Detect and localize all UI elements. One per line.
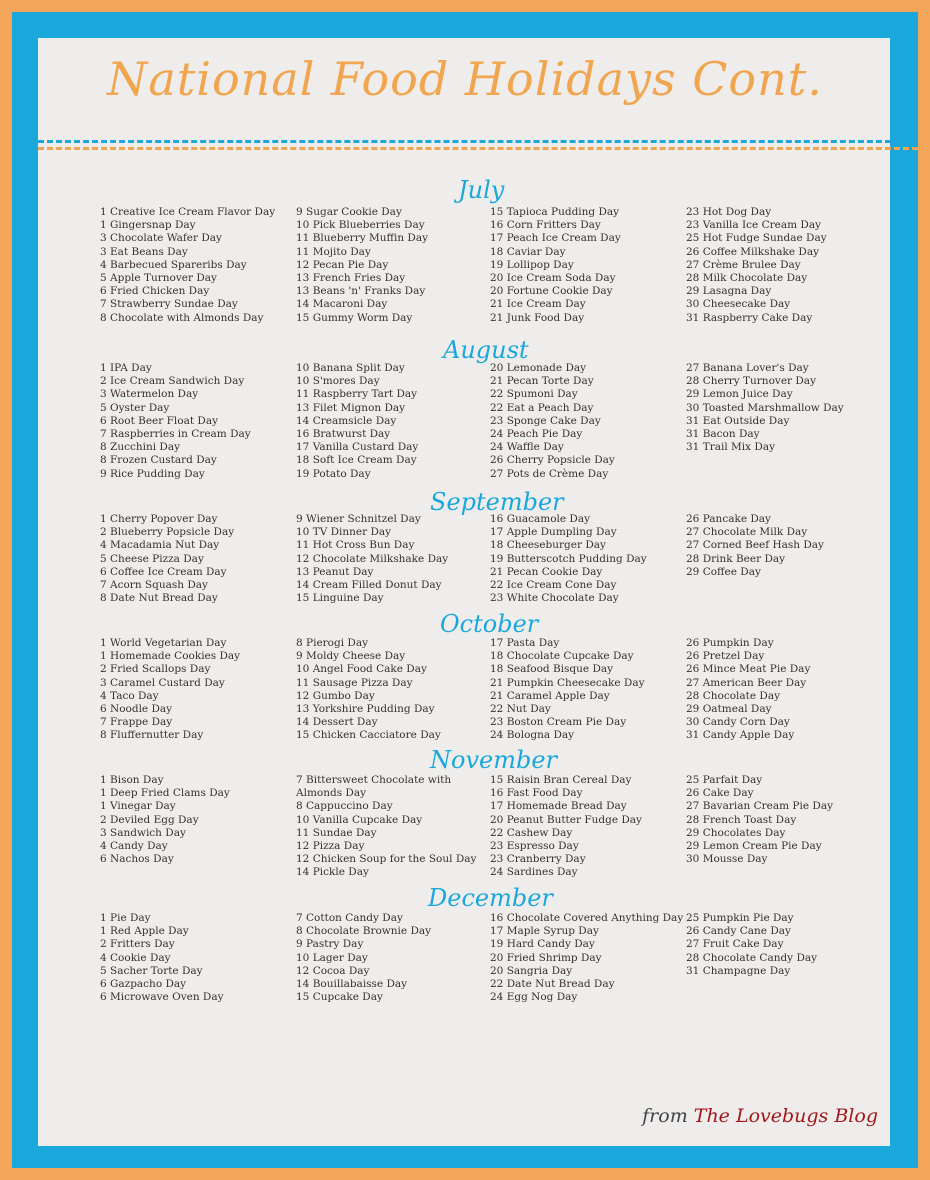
holiday-entry: 19 Lollipop Day [490, 258, 574, 271]
holiday-entry: 29 Lemon Juice Day [686, 388, 793, 401]
holiday-entry: 12 Chicken Soup for the Soul Day [296, 853, 477, 866]
holiday-entry: 6 Noodle Day [100, 703, 173, 716]
holiday-entry: 24 Bologna Day [490, 729, 575, 742]
holiday-entry: 1 Vinegar Day [100, 800, 176, 813]
holiday-entry: 2 Ice Cream Sandwich Day [100, 375, 245, 388]
holiday-entry: 1 Gingersnap Day [100, 219, 196, 232]
holiday-entry: 27 Pots de Crème Day [490, 467, 609, 480]
holiday-entry: 29 Lemon Cream Pie Day [686, 840, 822, 853]
holiday-entry: 6 Fried Chicken Day [100, 285, 210, 298]
holiday-entry: 4 Macadamia Nut Day [100, 539, 220, 552]
holiday-entry: 12 Chocolate Milkshake Day [296, 552, 449, 565]
holiday-entry: 1 World Vegetarian Day [100, 637, 227, 649]
holiday-entry: 26 Cherry Popsicle Day [490, 454, 615, 467]
holiday-entry: 14 Macaroni Day [296, 298, 388, 311]
month-heading-september: September [430, 488, 564, 516]
holiday-entry: 30 Cheesecake Day [686, 298, 791, 311]
holiday-entry: 2 Deviled Egg Day [100, 813, 199, 826]
holiday-entry: 6 Root Beer Float Day [100, 414, 219, 427]
holiday-entry: 18 Soft Ice Cream Day [296, 454, 417, 467]
holiday-entry: 22 Date Nut Bread Day [490, 978, 615, 991]
holiday-entry: 5 Cheese Pizza Day [100, 552, 204, 565]
holiday-entry: 24 Peach Pie Day [490, 428, 583, 441]
holiday-entry: 22 Eat a Peach Day [490, 401, 594, 414]
holiday-entry: 13 Yorkshire Pudding Day [296, 703, 435, 716]
holiday-entry: 9 Wiener Schnitzel Day [296, 513, 421, 525]
holiday-entry: 19 Potato Day [296, 467, 371, 480]
holiday-entry: 7 Raspberries in Cream Day [100, 428, 251, 441]
holiday-entry: 29 Lasagna Day [686, 285, 772, 298]
holiday-entry: 3 Caramel Custard Day [100, 676, 225, 689]
holiday-entry: 4 Cookie Day [100, 951, 171, 964]
holiday-entry: 14 Pickle Day [296, 866, 369, 879]
holiday-entry: 12 Pecan Pie Day [296, 258, 389, 271]
holiday-entry: 6 Coffee Ice Cream Day [100, 565, 227, 578]
holiday-entry: 29 Chocolates Day [686, 826, 786, 839]
december-column-2 [296, 912, 496, 1004]
october-column-1 [100, 637, 300, 743]
august-column-3 [490, 362, 690, 481]
holiday-entry: 16 Guacamole Day [490, 513, 591, 525]
holiday-entry: 28 Cherry Turnover Day [686, 375, 816, 388]
holiday-entry: 30 Candy Corn Day [686, 716, 790, 729]
december-column-1 [100, 912, 300, 1004]
credit-prefix: from [642, 1105, 688, 1127]
holiday-entry: 4 Candy Day [100, 840, 168, 853]
holiday-entry: 28 Drink Beer Day [686, 552, 786, 565]
holiday-entry: 23 White Chocolate Day [490, 592, 619, 605]
holiday-entry: 23 Boston Cream Pie Day [490, 716, 627, 729]
holiday-entry: 2 Fried Scallops Day [100, 663, 211, 676]
holiday-entry: 8 Pierogi Day [296, 637, 369, 649]
holiday-entry: 8 Cappuccino Day [296, 800, 393, 813]
holiday-entry: 12 Gumbo Day [296, 689, 375, 702]
october-column-3 [490, 637, 690, 743]
holiday-entry: 15 Linguine Day [296, 592, 384, 605]
holiday-entry: 23 Espresso Day [490, 840, 579, 853]
holiday-entry: 11 Raspberry Tart Day [296, 388, 418, 401]
holiday-entry: 31 Candy Apple Day [686, 729, 795, 742]
divider-orange-dashed [38, 147, 918, 150]
holiday-entry: 7 Bittersweet Chocolate with [296, 774, 452, 786]
holiday-entry: 19 Hard Candy Day [490, 938, 595, 951]
holiday-entry: 21 Pecan Cookie Day [490, 565, 603, 578]
holiday-entry: 30 Toasted Marshmallow Day [686, 401, 844, 414]
holiday-entry: 23 Vanilla Ice Cream Day [686, 219, 822, 232]
holiday-entry: 9 Moldy Cheese Day [296, 650, 406, 663]
holiday-entry: 21 Junk Food Day [490, 311, 585, 324]
holiday-entry: 1 Cherry Popover Day [100, 513, 218, 525]
holiday-entry: 27 Banana Lover's Day [686, 362, 809, 374]
holiday-entry: 12 Pizza Day [296, 840, 365, 853]
july-column-3 [490, 206, 690, 325]
holiday-entry: 26 Coffee Milkshake Day [686, 245, 820, 258]
holiday-entry: 7 Frappe Day [100, 716, 173, 729]
holiday-entry: 20 Peanut Butter Fudge Day [490, 813, 642, 826]
holiday-entry: 24 Egg Nog Day [490, 991, 578, 1004]
holiday-entry: 10 Angel Food Cake Day [296, 663, 427, 676]
holiday-entry: 21 Caramel Apple Day [490, 689, 610, 702]
holiday-entry: 27 Fruit Cake Day [686, 938, 784, 951]
holiday-entry: 28 Milk Chocolate Day [686, 272, 808, 285]
holiday-entry: 5 Apple Turnover Day [100, 272, 217, 285]
holiday-entry: 23 Hot Dog Day [686, 206, 772, 218]
holiday-entry: 22 Spumoni Day [490, 388, 578, 401]
holiday-entry: 17 Peach Ice Cream Day [490, 232, 621, 245]
september-column-3 [490, 513, 690, 605]
holiday-entry: 14 Cream Filled Donut Day [296, 579, 442, 592]
holiday-entry: Almonds Day [296, 787, 367, 800]
holiday-entry: 19 Butterscotch Pudding Day [490, 552, 647, 565]
september-column-2 [296, 513, 496, 605]
holiday-entry: 27 American Beer Day [686, 676, 807, 689]
credit-blog-name: The Lovebugs Blog [693, 1105, 878, 1127]
holiday-entry: 3 Watermelon Day [100, 388, 199, 401]
holiday-entry: 25 Parfait Day [686, 774, 763, 786]
holiday-entry: 18 Chocolate Cupcake Day [490, 650, 634, 663]
holiday-entry: 20 Fortune Cookie Day [490, 285, 613, 298]
holiday-entry: 15 Chicken Cacciatore Day [296, 729, 441, 742]
month-heading-december: December [428, 884, 553, 912]
holiday-entry: 26 Pumpkin Day [686, 637, 774, 649]
july-column-2 [296, 206, 496, 325]
holiday-entry: 21 Pumpkin Cheesecake Day [490, 676, 645, 689]
holiday-entry: 2 Fritters Day [100, 938, 175, 951]
holiday-entry: 1 Creative Ice Cream Flavor Day [100, 206, 276, 218]
holiday-entry: 18 Seafood Bisque Day [490, 663, 614, 676]
holiday-entry: 28 Chocolate Candy Day [686, 951, 818, 964]
month-heading-august: August [443, 336, 529, 364]
holiday-entry: 1 Homemade Cookies Day [100, 650, 241, 663]
holiday-entry: 7 Acorn Squash Day [100, 579, 208, 592]
july-column-1 [100, 206, 300, 325]
holiday-entry: 9 Pastry Day [296, 938, 364, 951]
holiday-entry: 18 Caviar Day [490, 245, 566, 258]
holiday-entry: 11 Hot Cross Bun Day [296, 539, 415, 552]
holiday-entry: 17 Homemade Bread Day [490, 800, 627, 813]
holiday-entry: 13 Peanut Day [296, 565, 374, 578]
holiday-entry: 7 Strawberry Sundae Day [100, 298, 238, 311]
holiday-entry: 1 IPA Day [100, 362, 152, 374]
august-column-4 [686, 362, 886, 454]
holiday-entry: 7 Cotton Candy Day [296, 912, 403, 924]
november-column-2 [296, 774, 496, 880]
holiday-entry: 24 Sardines Day [490, 866, 578, 879]
holiday-entry: 30 Mousse Day [686, 853, 768, 866]
holiday-entry: 5 Oyster Day [100, 401, 170, 414]
holiday-entry: 8 Frozen Custard Day [100, 454, 217, 467]
holiday-entry: 18 Cheeseburger Day [490, 539, 606, 552]
holiday-entry: 14 Creamsicle Day [296, 414, 397, 427]
holiday-entry: 11 Blueberry Muffin Day [296, 232, 429, 245]
holiday-entry: 31 Bacon Day [686, 428, 760, 441]
holiday-entry: 28 Chocolate Day [686, 689, 781, 702]
holiday-entry: 1 Pie Day [100, 912, 151, 924]
august-column-2 [296, 362, 496, 481]
november-column-1 [100, 774, 300, 866]
september-column-4 [686, 513, 886, 579]
holiday-entry: 27 Crème Brulee Day [686, 258, 801, 271]
holiday-entry: 27 Bavarian Cream Pie Day [686, 800, 834, 813]
holiday-entry: 21 Pecan Torte Day [490, 375, 594, 388]
divider-blue-dashed [38, 140, 918, 143]
december-column-4 [686, 912, 886, 978]
page-title: National Food Holidays Cont. [107, 52, 823, 106]
holiday-entry: 25 Pumpkin Pie Day [686, 912, 794, 924]
holiday-entry: 5 Sacher Torte Day [100, 964, 203, 977]
holiday-entry: 15 Raisin Bran Cereal Day [490, 774, 632, 786]
holiday-entry: 6 Gazpacho Day [100, 978, 187, 991]
holiday-entry: 22 Nut Day [490, 703, 551, 716]
holiday-entry: 20 Sangria Day [490, 964, 573, 977]
holiday-entry: 15 Gummy Worm Day [296, 311, 413, 324]
november-column-4 [686, 774, 886, 866]
august-column-1 [100, 362, 300, 481]
holiday-entry: 13 Beans 'n' Franks Day [296, 285, 426, 298]
holiday-entry: 15 Tapioca Pudding Day [490, 206, 620, 218]
holiday-entry: 9 Sugar Cookie Day [296, 206, 402, 218]
holiday-entry: 16 Corn Fritters Day [490, 219, 601, 232]
holiday-entry: 26 Pancake Day [686, 513, 771, 525]
holiday-entry: 23 Cranberry Day [490, 853, 586, 866]
holiday-entry: 11 Mojito Day [296, 245, 371, 258]
holiday-entry: 8 Fluffernutter Day [100, 729, 204, 742]
july-column-4 [686, 206, 886, 325]
october-column-2 [296, 637, 496, 743]
holiday-entry: 31 Trail Mix Day [686, 441, 776, 454]
october-column-4 [686, 637, 886, 743]
holiday-entry: 14 Dessert Day [296, 716, 378, 729]
holiday-entry: 8 Date Nut Bread Day [100, 592, 218, 605]
holiday-entry: 11 Sausage Pizza Day [296, 676, 413, 689]
holiday-entry: 31 Champagne Day [686, 964, 791, 977]
holiday-entry: 20 Lemonade Day [490, 362, 587, 374]
holiday-entry: 29 Oatmeal Day [686, 703, 772, 716]
holiday-entry: 16 Bratwurst Day [296, 428, 391, 441]
december-column-3 [490, 912, 690, 1004]
holiday-entry: 22 Cashew Day [490, 826, 573, 839]
holiday-entry: 3 Eat Beans Day [100, 245, 188, 258]
holiday-entry: 23 Sponge Cake Day [490, 414, 601, 427]
holiday-entry: 24 Waffle Day [490, 441, 564, 454]
holiday-entry: 26 Candy Cane Day [686, 925, 791, 938]
holiday-entry: 11 Sundae Day [296, 826, 377, 839]
holiday-entry: 10 Lager Day [296, 951, 368, 964]
holiday-entry: 28 French Toast Day [686, 813, 797, 826]
holiday-entry: 3 Chocolate Wafer Day [100, 232, 222, 245]
month-heading-november: November [430, 746, 558, 774]
holiday-entry: 21 Ice Cream Day [490, 298, 586, 311]
holiday-entry: 12 Cocoa Day [296, 964, 370, 977]
holiday-entry: 14 Bouillabaisse Day [296, 978, 408, 991]
holiday-entry: 15 Cupcake Day [296, 991, 383, 1004]
holiday-entry: 27 Corned Beef Hash Day [686, 539, 824, 552]
holiday-entry: 1 Red Apple Day [100, 925, 189, 938]
month-heading-july: July [458, 176, 505, 204]
holiday-entry: 8 Chocolate with Almonds Day [100, 311, 264, 324]
holiday-entry: 1 Bison Day [100, 774, 164, 786]
holiday-entry: 9 Rice Pudding Day [100, 467, 205, 480]
holiday-entry: 26 Cake Day [686, 787, 754, 800]
holiday-entry: 1 Deep Fried Clams Day [100, 787, 230, 800]
holiday-entry: 20 Ice Cream Soda Day [490, 272, 616, 285]
holiday-entry: 17 Pasta Day [490, 637, 560, 649]
holiday-entry: 17 Vanilla Custard Day [296, 441, 419, 454]
holiday-entry: 25 Hot Fudge Sundae Day [686, 232, 827, 245]
holiday-entry: 4 Barbecued Spareribs Day [100, 258, 247, 271]
month-heading-october: October [440, 610, 539, 638]
holiday-entry: 13 Filet Mignon Day [296, 401, 406, 414]
holiday-entry: 10 S'mores Day [296, 375, 380, 388]
holiday-entry: 10 Vanilla Cupcake Day [296, 813, 423, 826]
holiday-entry: 26 Pretzel Day [686, 650, 765, 663]
november-column-3 [490, 774, 690, 880]
holiday-entry: 16 Chocolate Covered Anything Day [490, 912, 684, 924]
holiday-entry: 29 Coffee Day [686, 565, 761, 578]
source-credit [642, 1105, 878, 1127]
holiday-entry: 31 Raspberry Cake Day [686, 311, 813, 324]
september-column-1 [100, 513, 300, 605]
holiday-entry: 22 Ice Cream Cone Day [490, 579, 617, 592]
holiday-entry: 8 Chocolate Brownie Day [296, 925, 432, 938]
holiday-entry: 17 Maple Syrup Day [490, 925, 599, 938]
holiday-entry: 13 French Fries Day [296, 272, 406, 285]
holiday-entry: 17 Apple Dumpling Day [490, 526, 617, 539]
holiday-entry: 20 Fried Shrimp Day [490, 951, 602, 964]
holiday-entry: 10 Pick Blueberries Day [296, 219, 425, 232]
holiday-entry: 10 Banana Split Day [296, 362, 405, 374]
holiday-entry: 8 Zucchini Day [100, 441, 181, 454]
holiday-entry: 10 TV Dinner Day [296, 526, 392, 539]
holiday-entry: 3 Sandwich Day [100, 826, 186, 839]
holiday-entry: 4 Taco Day [100, 689, 159, 702]
holiday-entry: 31 Eat Outside Day [686, 414, 790, 427]
holiday-entry: 6 Microwave Oven Day [100, 991, 224, 1004]
holiday-entry: 2 Blueberry Popsicle Day [100, 526, 235, 539]
holiday-entry: 27 Chocolate Milk Day [686, 526, 808, 539]
holiday-entry: 26 Mince Meat Pie Day [686, 663, 811, 676]
holiday-entry: 6 Nachos Day [100, 853, 174, 866]
holiday-entry: 16 Fast Food Day [490, 787, 583, 800]
